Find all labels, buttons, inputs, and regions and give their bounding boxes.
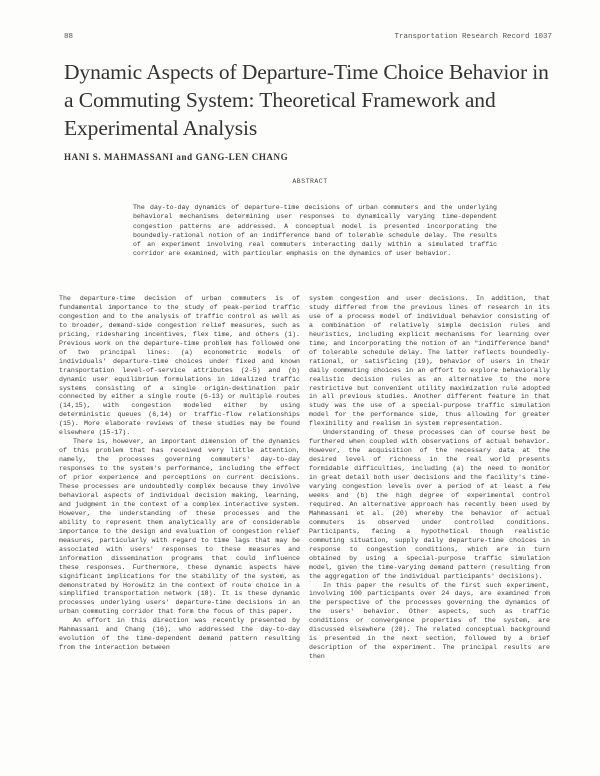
journal-name: Transportation Research Record 1037 [394, 33, 552, 41]
page-number: 88 [64, 33, 74, 41]
abstract-heading: ABSTRACT [292, 178, 328, 185]
body-right-column [309, 295, 550, 662]
article-authors: HANI S. MAHMASSANI and GANG-LEN CHANG [64, 152, 289, 162]
abstract-text: The day-to-day dynamics of departure-time decisions of urban commuters and the underlying behavioral mechanisms determining user responses to dynamically varying time-dependent congestion patterns are addressed. A conceptual model is presented incorporating the boundedly-rational notion of an indifference band of tolerable schedule delay. The results of an experiment involving real commuters interacting daily within a simulated traffic corridor are examined, with particular emphasis on the dynamics of user behavior. [133, 204, 497, 258]
paragraph: Understanding of these processes can of course best be furthered when coupled with observations of actual behavior. However, the acquisition of the necessary data at the desired level of richness in the real world presents formidable difficulties, including (a) the need to monitor in great detail both user decisions and the facility's time-varying congestion levels over a period of at least a few weeks and (b) the high degree of experimental control required. An alternative approach has recently been used by Mahmassani et al. (20) whereby the behavior of actual commuters is observed under controlled conditions. Participants, facing a hypothetical though realistic commuting situation, supply daily departure-time choices in response to congestion conditions, which are in turn obtained by using a special-purpose traffic simulation model, given the time-varying demand pattern (resulting from the aggregation of the individual participants' decisions). [309, 429, 550, 580]
body-left-column [59, 295, 300, 653]
article-title: Dynamic Aspects of Departure-Time Choice Behavior in a Commuting System: Theoretical Framework and Experimental Analysis [64, 60, 549, 140]
paragraph: system congestion and user decisions. In addition, that study differed from the previous lines of research in its use of a process model of individual behavior consisting of a combination of relatively simple decision rules and heuristics, including explicit mechanisms for learning over time, and incorporating the notion of an "indifference band" of tolerable schedule delay. The latter reflects boundedly-rational, or satisficing (19), behavior of users in their daily commuting choices in an effort to explore behaviorally realistic decision rules as an alternative to the more restrictive but convenient utility maximization rule adopted in all previous studies. Another different feature in that study was the use of a special-purpose traffic simulation model for the performance side, thus allowing for greater flexibility and realism in system representation. [309, 295, 550, 428]
paragraph: In this paper the results of the first such experiment, involving 100 participants over 24 days, are examined from the perspective of the processes governing the dynamics of the users' behavior. Other aspects, such as traffic conditions or convergence properties of the system, are discussed elsewhere (20). The related conceptual background is presented in the next section, followed by a brief description of the experiment. The principal results are then [309, 581, 550, 661]
paragraph: The departure-time decision of urban commuters is of fundamental importance to the study of peak-period traffic congestion and to the analysis of traffic control as well as to broader, demand-side congestion relief measures, such as pricing, ridesharing incentives, flex time, and others (1). Previous work on the departure-time problem has followed one of two principal lines: (a) econometric models of individuals' departure-time choices under fixed and known transportation level-of-service attributes (2-5) and (b) dynamic user equilibrium formulations in idealized traffic systems consisting of a single origin-destination pair connected by either a single route (6-13) or multiple routes (14,15), with congestion modeled either by using deterministic queues (6,14) or traffic-flow relationships (15). More elaborate reviews of these studies may be found elsewhere (15-17). [59, 295, 300, 437]
running-head [64, 33, 552, 45]
paragraph: An effort in this direction was recently presented by Mahmassani and Chang (16), who addressed the day-to-day evolution of the time-dependent demand pattern resulting from the interaction between [59, 617, 300, 652]
paragraph: There is, however, an important dimension of the dynamics of this problem that has received very little attention, namely, the processes governing commuters' day-to-day responses to the system's performance, including the effect of prior experience and perceptions on current decisions. These processes are undoubtedly complex because they involve behavioral aspects of individual decision making, learning, and judgment in the context of a complex interactive system. However, the understanding of these processes and the ability to represent them analytically are of considerable importance to the design and evaluation of congestion relief measures, particularly with regard to time lags that may be associated with users' responses to these measures and information dissemination programs that could influence these responses. Furthermore, these dynamic aspects have significant implications for the stability of the system, as demonstrated by Horowitz in the context of route choice in a simplified transportation network (18). It is these dynamic processes underlying users' departure-time decisions in an urban commuting corridor that form the focus of this paper. [59, 438, 300, 616]
